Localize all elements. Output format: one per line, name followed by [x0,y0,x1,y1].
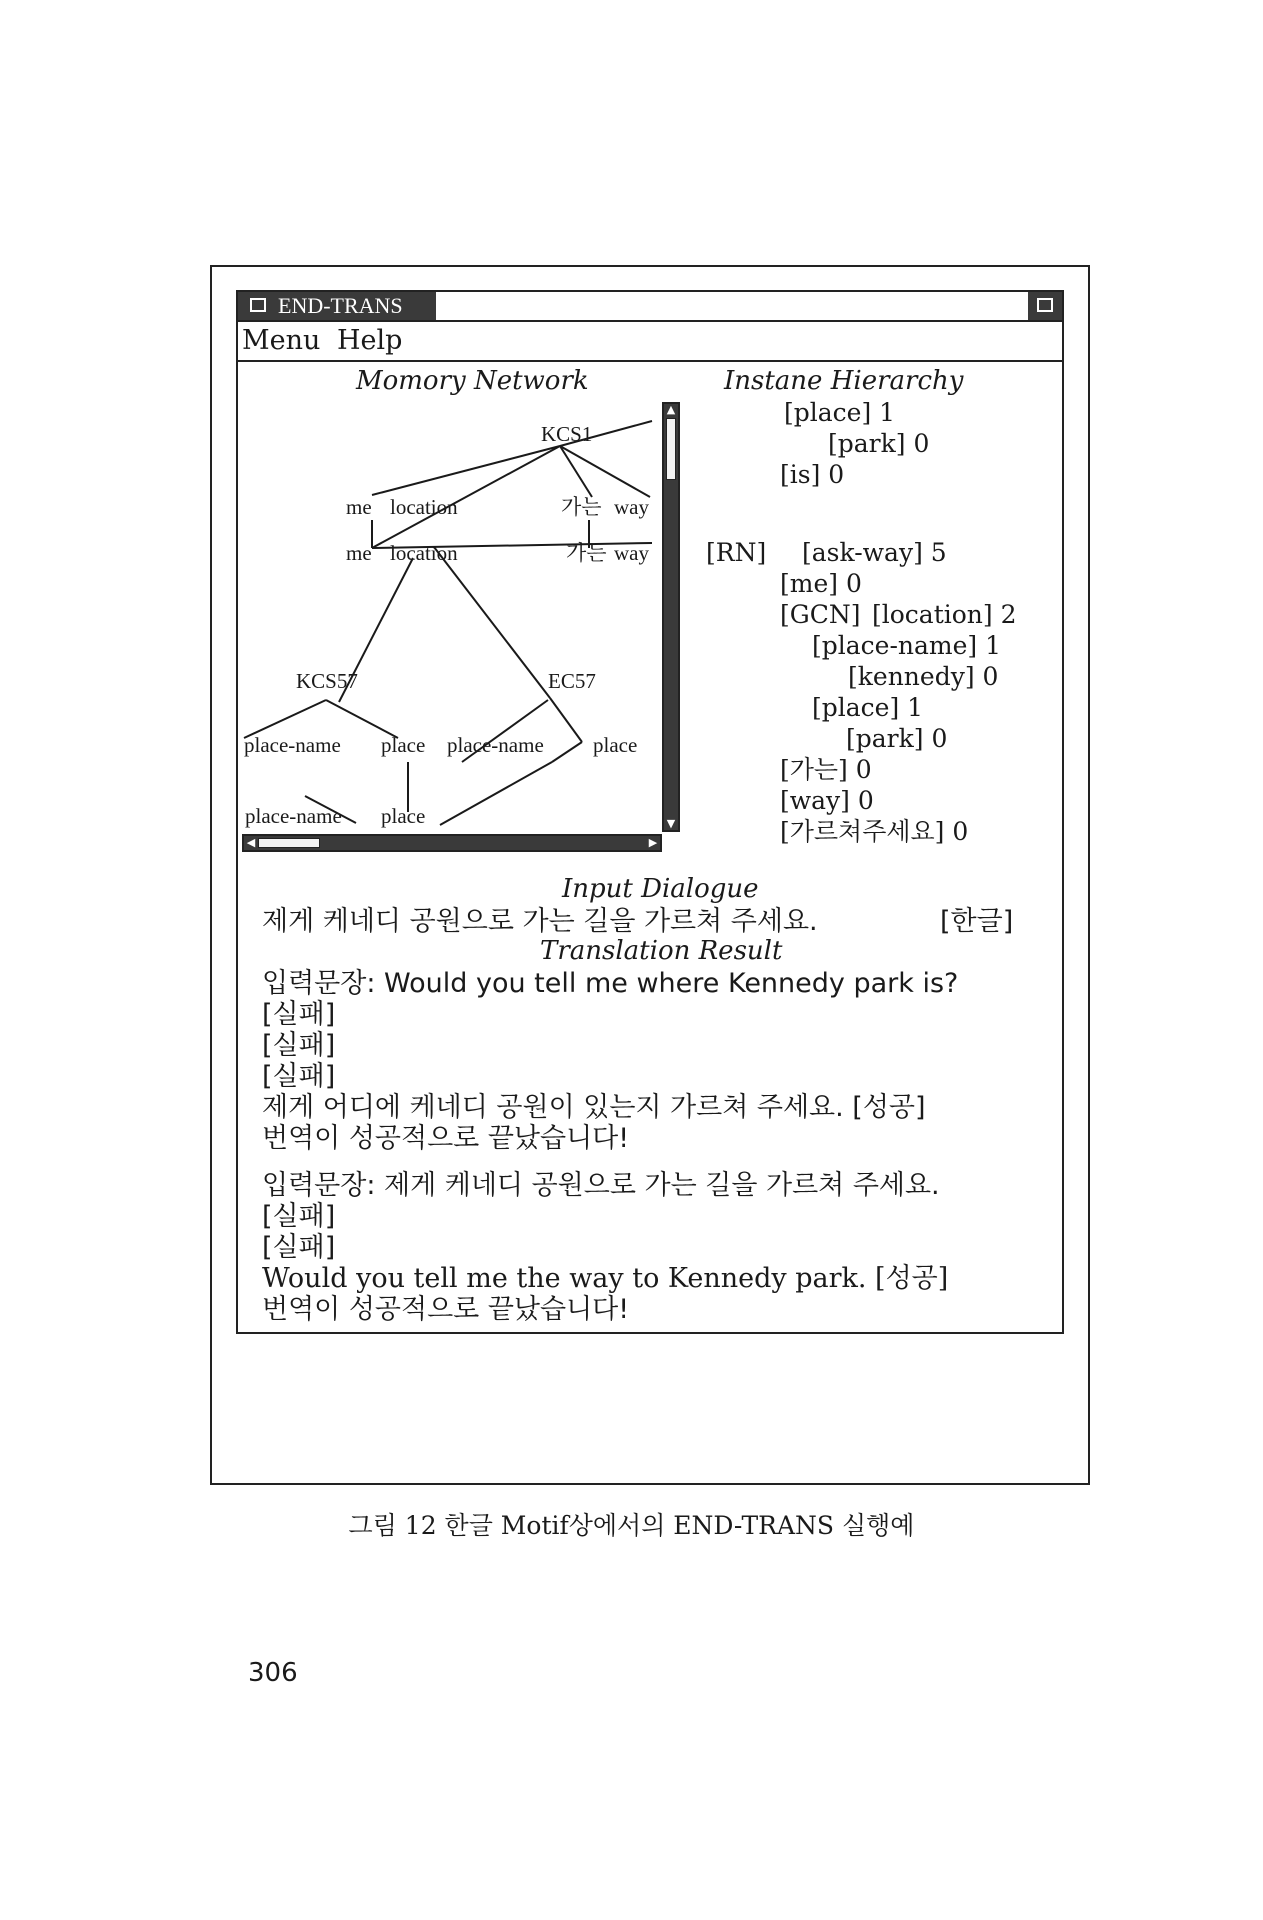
hierarchy-row: [kennedy] 0 [848,662,999,691]
input-dialogue-text[interactable]: 제게 케네디 공원으로 가는 길을 가르쳐 주세요. [262,906,818,937]
hierarchy-row: [way] 0 [780,786,874,815]
network-link [550,698,582,742]
result-line: 입력문장: Would you tell me where Kennedy park is? [262,968,959,999]
network-node-place-name: place-name [245,804,342,828]
hierarchy-row: [park] 0 [828,429,930,458]
page-number: 306 [248,1658,298,1688]
menu-item-help[interactable]: Help [337,325,403,356]
result-line: Would you tell me the way to Kennedy park. [성공] [262,1263,949,1294]
hierarchy-row: [GCN] [780,600,861,629]
hierarchy-row: [me] 0 [780,569,862,598]
hierarchy-row: [ask-way] 5 [802,538,947,567]
figure-caption: 그림 12 한글 Motif상에서의 END-TRANS 실행예 [348,1511,915,1540]
network-node-way: way [614,541,649,565]
network-node-place: place [381,804,426,828]
network-node-location: location [390,495,458,519]
result-line: 입력문장: 제게 케네디 공원으로 가는 길을 가르쳐 주세요. [262,1170,940,1201]
network-node-place: place [593,733,638,757]
network-node-kcs1: KCS1 [541,422,593,446]
input-mode-indicator[interactable]: [한글] [940,906,1014,937]
result-line: [실패] [262,1061,336,1092]
memory-network-heading: Momory Network [356,366,589,396]
input-dialogue-heading: Input Dialogue [562,874,759,904]
network-link [552,742,582,762]
hierarchy-row: [RN] [706,538,767,567]
network-node-ec57: EC57 [548,669,596,693]
hierarchy-row: [가는] 0 [780,755,872,784]
result-line: [실패] [262,1201,336,1232]
menu-item-menu[interactable]: Menu [242,325,321,356]
network-node-place: place [381,733,426,757]
network-node-me: me [346,495,372,519]
result-line: [실패] [262,1232,336,1263]
network-links [244,421,652,825]
network-link [434,547,550,698]
network-link [560,446,650,497]
translation-result-heading: Translation Result [540,936,783,966]
hierarchy-row: [place-name] 1 [812,631,1002,660]
scroll-down-arrow-icon[interactable]: ▼ [666,817,676,830]
window-title: END-TRANS [278,293,403,318]
horizontal-scroll-thumb[interactable] [258,838,320,848]
hierarchy-row: [park] 0 [846,724,948,753]
result-line: [실패] [262,999,336,1030]
scroll-up-arrow-icon[interactable]: ▲ [666,403,676,416]
network-node-location: location [390,541,458,565]
network-link [560,446,592,497]
hierarchy-row: [가르쳐주세요] 0 [780,817,969,846]
result-line: [실패] [262,1030,336,1061]
result-line: 번역이 성공적으로 끝났습니다! [262,1123,630,1154]
scroll-right-arrow-icon[interactable]: ▶ [648,836,658,849]
network-node-kcs57: KCS57 [296,669,358,693]
network-node-ganeun: 가는 [566,541,607,565]
instance-hierarchy-heading: Instane Hierarchy [724,366,964,396]
hierarchy-row: [place] 1 [812,693,924,722]
result-line: 번역이 성공적으로 끝났습니다! [262,1294,630,1325]
network-node-place-name: place-name [244,733,341,757]
network-node-way: way [614,495,649,519]
network-node-place-name: place-name [447,733,544,757]
result-line: 제게 어디에 케네디 공원이 있는지 가르쳐 주세요. [성공] [262,1092,926,1123]
vertical-scroll-thumb[interactable] [666,418,676,480]
network-node-ganeun: 가는 [561,495,602,519]
network-link [440,762,552,825]
network-vertical-scrollbar[interactable] [662,402,680,832]
network-horizontal-scrollbar[interactable] [242,834,662,852]
network-link [372,446,560,495]
hierarchy-row: [location] 2 [872,600,1017,629]
hierarchy-row: [place] 1 [784,398,896,427]
network-node-me: me [346,541,372,565]
scroll-left-arrow-icon[interactable]: ◀ [246,836,256,849]
hierarchy-row: [is] 0 [780,460,845,489]
